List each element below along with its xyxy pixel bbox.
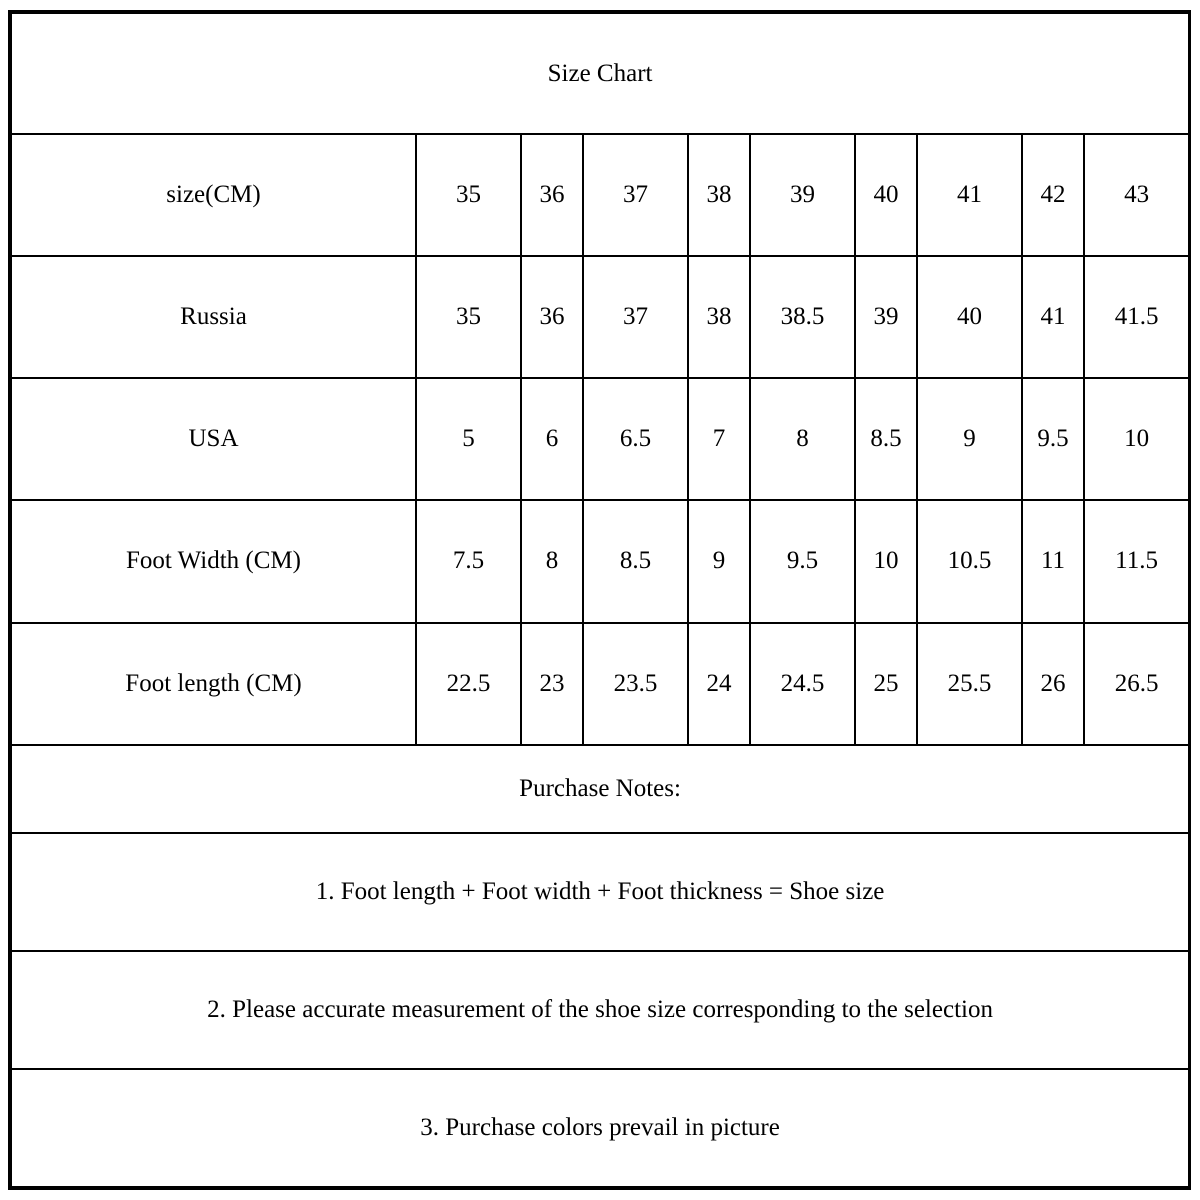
table-cell: 10.5	[917, 500, 1022, 622]
table-cell: 41	[917, 134, 1022, 256]
table-cell: 38	[688, 256, 750, 378]
table-cell: 24.5	[750, 623, 855, 745]
table-cell: 6	[521, 378, 583, 500]
table-cell: 6.5	[583, 378, 688, 500]
table-cell: 22.5	[416, 623, 521, 745]
table-cell: 36	[521, 134, 583, 256]
table-cell: 37	[583, 134, 688, 256]
table-row-foot-width	[11, 500, 1189, 622]
purchase-note-row	[11, 1069, 1189, 1187]
table-cell: 40	[917, 256, 1022, 378]
table-cell: 35	[416, 256, 521, 378]
table-cell: 10	[1084, 378, 1189, 500]
table-cell: 9.5	[750, 500, 855, 622]
table-cell: 41	[1022, 256, 1084, 378]
table-cell: 8.5	[583, 500, 688, 622]
row-label: Russia	[11, 256, 416, 378]
table-cell: 39	[855, 256, 917, 378]
table-cell: 8	[521, 500, 583, 622]
table-cell: 38	[688, 134, 750, 256]
purchase-note-1: 1. Foot length + Foot width + Foot thickness = Shoe size	[11, 833, 1189, 951]
table-cell: 37	[583, 256, 688, 378]
table-row-usa	[11, 378, 1189, 500]
table-cell: 10	[855, 500, 917, 622]
table-row-russia	[11, 256, 1189, 378]
table-cell: 35	[416, 134, 521, 256]
table-cell: 38.5	[750, 256, 855, 378]
page-title: Size Chart	[11, 13, 1189, 134]
row-label: Foot Width (CM)	[11, 500, 416, 622]
row-label: size(CM)	[11, 134, 416, 256]
table-cell: 23	[521, 623, 583, 745]
purchase-note-2: 2. Please accurate measurement of the shoe size corresponding to the selection	[11, 951, 1189, 1069]
table-cell: 25.5	[917, 623, 1022, 745]
table-row-foot-length	[11, 623, 1189, 745]
table-cell: 8	[750, 378, 855, 500]
row-label: USA	[11, 378, 416, 500]
purchase-notes-heading: Purchase Notes:	[11, 745, 1189, 833]
table-cell: 9.5	[1022, 378, 1084, 500]
table-cell: 8.5	[855, 378, 917, 500]
size-chart-table	[10, 12, 1190, 1188]
table-cell: 9	[688, 500, 750, 622]
table-cell: 26	[1022, 623, 1084, 745]
table-cell: 7.5	[416, 500, 521, 622]
table-cell: 11.5	[1084, 500, 1189, 622]
purchase-notes-heading-row	[11, 745, 1189, 833]
table-cell: 24	[688, 623, 750, 745]
table-cell: 5	[416, 378, 521, 500]
purchase-note-3: 3. Purchase colors prevail in picture	[11, 1069, 1189, 1187]
table-cell: 41.5	[1084, 256, 1189, 378]
table-cell: 25	[855, 623, 917, 745]
table-cell: 7	[688, 378, 750, 500]
purchase-note-row	[11, 833, 1189, 951]
row-label: Foot length (CM)	[11, 623, 416, 745]
table-cell: 36	[521, 256, 583, 378]
table-cell: 11	[1022, 500, 1084, 622]
table-cell: 39	[750, 134, 855, 256]
purchase-note-row	[11, 951, 1189, 1069]
table-cell: 43	[1084, 134, 1189, 256]
table-cell: 42	[1022, 134, 1084, 256]
table-row-size-cm	[11, 134, 1189, 256]
table-cell: 40	[855, 134, 917, 256]
title-row	[11, 13, 1189, 134]
size-chart-sheet	[8, 10, 1191, 1190]
table-cell: 9	[917, 378, 1022, 500]
table-cell: 23.5	[583, 623, 688, 745]
table-cell: 26.5	[1084, 623, 1189, 745]
